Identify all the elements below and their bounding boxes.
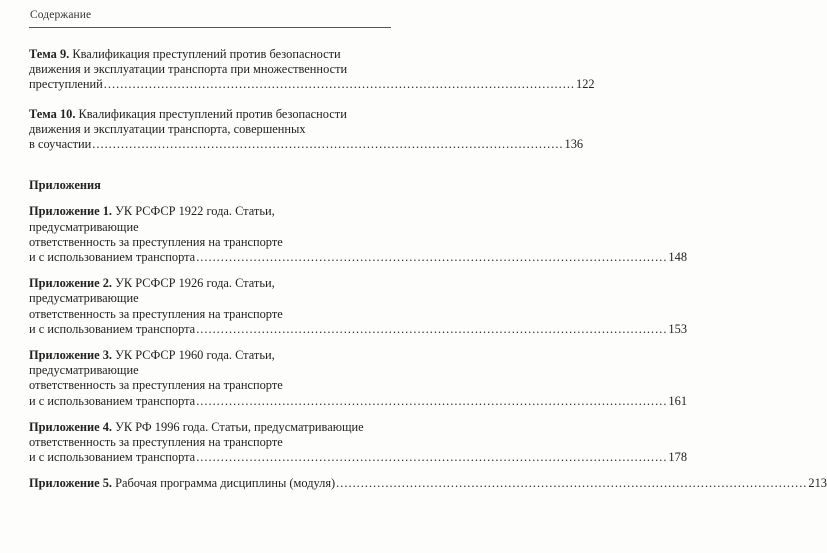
appendix-heading: Приложения — [29, 178, 101, 193]
toc-entry-line: движения и эксплуатации транспорта при множественности — [29, 62, 348, 77]
header-rule — [29, 27, 391, 28]
dot-leader: ................................................................................................................... — [196, 393, 668, 408]
toc-page-number: 122 — [576, 77, 595, 92]
toc-entry-appendix-4[interactable] — [29, 419, 688, 466]
toc-entry-line: УК РФ 1996 года. Статьи, предусматривающие — [115, 419, 364, 434]
toc-entry-line: УК РСФСР 1926 года. Статьи, предусматривающие — [29, 276, 275, 306]
toc-entry-line: движения и эксплуатации транспорта, совершенных — [29, 121, 306, 136]
toc-entry-line: ответственность за преступления на транспорте — [29, 378, 283, 393]
toc-entry-line: ответственность за преступления на транспорте — [29, 306, 283, 321]
toc-page-number: 178 — [668, 450, 688, 465]
toc-entry-topic-9[interactable] — [29, 47, 595, 93]
toc-entry-appendix-3[interactable] — [29, 348, 688, 409]
toc-entry-label: Приложение 3. — [29, 348, 112, 363]
toc-entry-line: преступлений — [29, 77, 103, 92]
toc-entry-line: ответственность за преступления на транспорте — [29, 435, 283, 450]
toc-page-number: 153 — [668, 321, 688, 336]
dot-leader: ................................................................................................................... — [103, 77, 576, 92]
running-title: Содержание — [30, 9, 92, 21]
toc-entry-line: Квалификация преступлений против безопасности — [78, 106, 347, 121]
table-of-contents — [29, 47, 827, 492]
toc-page-number: 213 — [808, 476, 827, 491]
dot-leader: ................................................................................................................... — [336, 476, 808, 491]
toc-entry-line: УК РСФСР 1960 года. Статьи, предусматривающие — [29, 348, 275, 378]
toc-entry-line: УК РСФСР 1922 года. Статьи, предусматривающие — [29, 204, 275, 234]
toc-entry-appendix-1[interactable] — [29, 204, 688, 265]
toc-page-number: 136 — [564, 137, 584, 152]
toc-entry-label: Приложение 5. — [29, 476, 112, 491]
toc-entry-label: Тема 9. — [29, 47, 70, 61]
toc-entry-line: ответственность за преступления на транспорте — [29, 234, 283, 249]
toc-entry-line: и с использованием транспорта — [29, 393, 196, 408]
toc-page-number: 161 — [668, 393, 688, 408]
toc-entry-line: и с использованием транспорта — [29, 250, 196, 265]
toc-entry-line: и с использованием транспорта — [29, 450, 196, 465]
toc-entry-topic-10[interactable] — [29, 106, 584, 153]
toc-entry-line: Квалификация преступлений против безопасности — [72, 47, 341, 61]
toc-entry-appendix-2[interactable] — [29, 276, 688, 337]
dot-leader: ................................................................................................................... — [92, 137, 564, 152]
toc-entry-label: Приложение 4. — [29, 419, 112, 434]
dot-leader: ................................................................................................................... — [196, 450, 668, 465]
dot-leader: ................................................................................................................... — [196, 321, 668, 336]
toc-page-number: 148 — [668, 250, 688, 265]
toc-entry-label: Приложение 1. — [29, 204, 112, 219]
toc-entry-line: и с использованием транспорта — [29, 321, 196, 336]
toc-entry-appendix-5[interactable] — [29, 476, 827, 491]
dot-leader: ................................................................................................................... — [196, 250, 668, 265]
toc-entry-line: в соучастии — [29, 137, 92, 152]
toc-entry-label: Тема 10. — [29, 106, 76, 121]
toc-entry-line: Рабочая программа дисциплины (модуля) — [115, 476, 336, 491]
toc-entry-label: Приложение 2. — [29, 276, 112, 291]
